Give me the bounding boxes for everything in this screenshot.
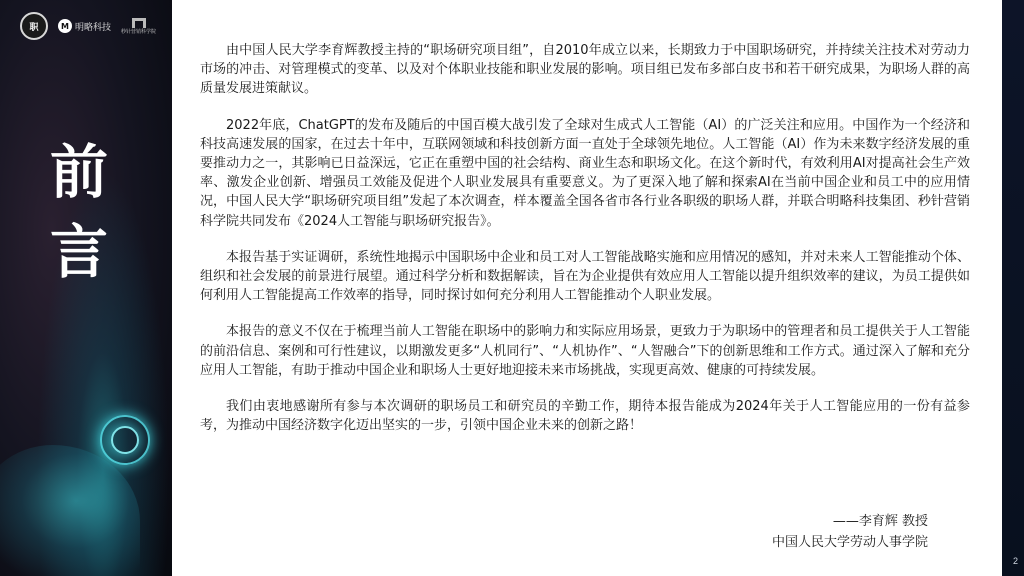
page-number: 2 — [1012, 556, 1018, 566]
content-area — [172, 0, 1002, 576]
signature-affiliation: 中国人民大学劳动人事学院 — [771, 535, 928, 550]
mingri-logo-text: 明略科技 — [75, 22, 112, 33]
paragraph-2: 2022年底，ChatGPT的发布及随后的中国百模大战引发了全球对生成式人工智能（AI）的广泛关注和应用。中国作为一个经济和科技高速发展的国家，在过去十年中，互联网领域和科技创新方面一直处于全球领先地位。人工智能（AI）作为未来数字经济发展的重要推动力之一，其影响已日益深远，它正在重塑中国的社会结构、商业生态和职场文化。在这个新时代，有效利用AI对提高社会生产效率、激发企业创新、增强员工效能及促进个人职业发展具有重要意义。为了更深入地了解和探索AI在当前中国企业和员工中的应用情况，中国人民大学“职场研究项目组”发起了本次调查，样本覆盖全国各省市各行业各职级的职场人群，并联合明略科技集团、秒针营销科学院共同发布《2024人工智能与职场研究报告》。 — [200, 117, 970, 229]
foreword-body — [200, 41, 970, 452]
page-title-char-2: 言 — [50, 218, 109, 286]
page-title-char-1: 前 — [50, 138, 109, 206]
left-decorative-panel — [0, 0, 172, 576]
miaozhen-logo-mark — [132, 18, 146, 28]
digital-hand-illustration — [0, 445, 140, 576]
signature-block — [772, 511, 928, 553]
paragraph-4: 本报告的意义不仅在于梳理当前人工智能在职场中的影响力和实际应用场景，更致力于为职场中的管理者和员工提供关于人工智能的前沿信息、案例和可行性建议，以期激发更多“人机同行”、“人机协作”、“人智融合”下的创新思维和工作方式。通过深入了解和充分应用人工智能，有助于推动中国企业和职场人士更好地迎接未来市场挑战，实现更高效、健康的可持续发展。 — [200, 324, 970, 378]
paragraph-5: 我们由衷地感谢所有参与本次调研的职场员工和研究员的辛勤工作，期待本报告能成为2024年关于人工智能应用的一份有益参考，为推动中国经济数字化迈出坚实的一步，引领中国企业未来的创新之路！ — [200, 399, 970, 434]
right-decorative-band — [1002, 0, 1024, 576]
mingri-logo — [58, 19, 111, 33]
logo-bar — [20, 12, 156, 40]
seal-logo: 职 — [20, 12, 48, 40]
page-title — [50, 132, 120, 292]
glowing-ring-inner-icon — [111, 426, 139, 454]
miaozhen-logo — [121, 18, 156, 35]
paragraph-1: 由中国人民大学李育辉教授主持的“职场研究项目组”，自2010年成立以来，长期致力于中国职场研究，并持续关注技术对劳动力市场的冲击、对管理模式的变革、以及对个体职业技能和职业发展的影响。项目组已发布多部白皮书和若干研究成果，为职场人群的高质量发展进策献议。 — [200, 43, 970, 97]
paragraph-3: 本报告基于实证调研，系统性地揭示中国职场中企业和员工对人工智能战略实施和应用情况的感知，并对未来人工智能推动个体、组织和社会发展的前景进行展望。通过科学分析和数据解读，旨在为企业提供有效应用人工智能以提升组织效率的建议，为员工提供如何利用人工智能提高工作效率的指导，同时探讨如何充分利用人工智能推动个人职业发展。 — [200, 249, 970, 304]
signature-author: ——李育辉 教授 — [832, 514, 928, 529]
mingri-logo-mark: M — [58, 19, 72, 33]
miaozhen-logo-text: 秒针营销科学院 — [121, 28, 157, 35]
